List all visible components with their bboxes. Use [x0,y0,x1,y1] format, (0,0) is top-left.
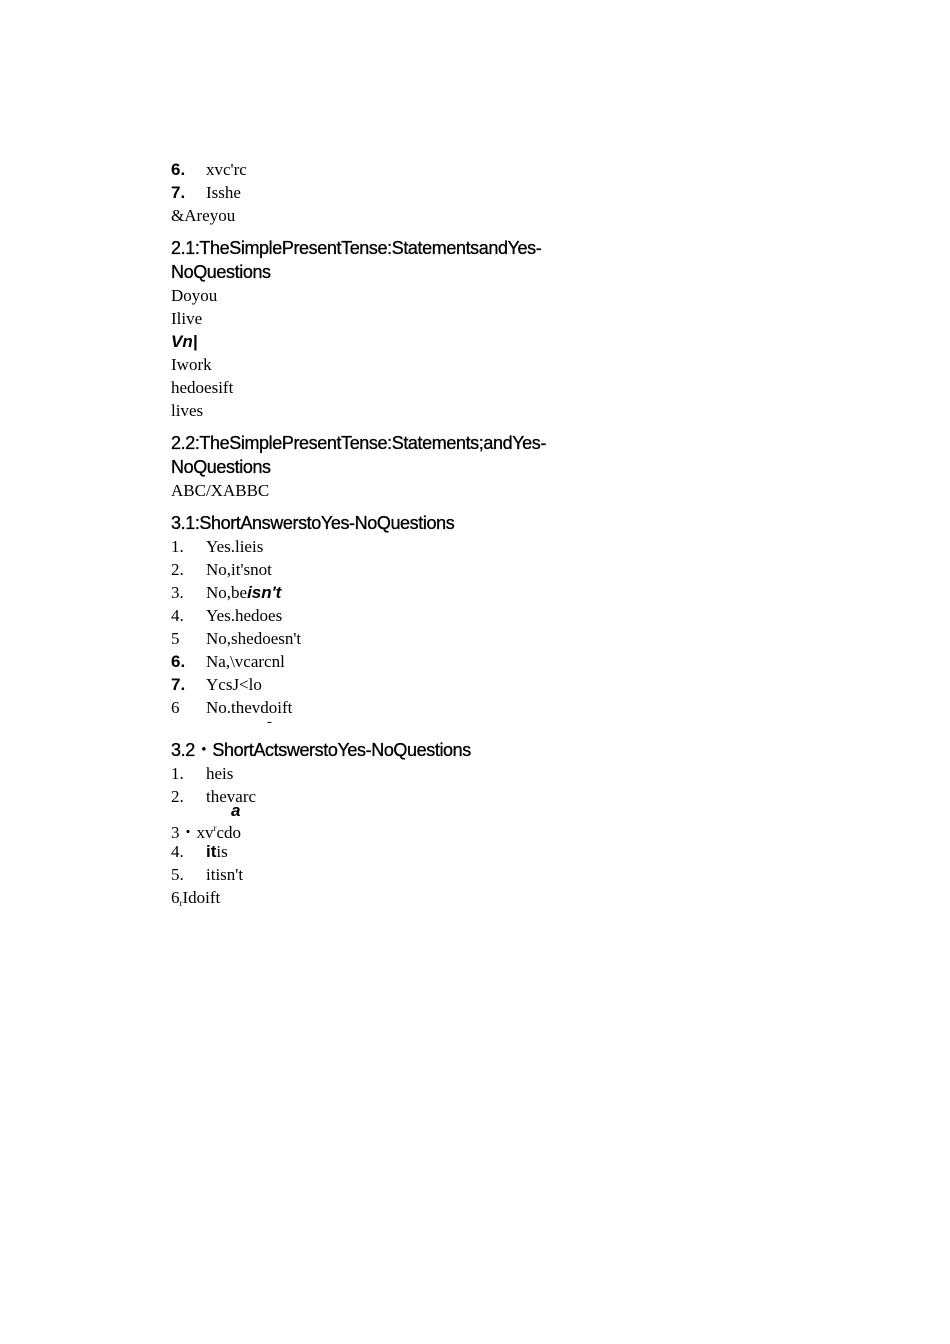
section-heading-3-1: 3.1:ShortAnswerstoYes-NoQuestions [171,513,455,533]
item-text: Yes.lieis [206,537,264,556]
list-item [171,863,871,886]
item-text: No,it'snot [206,560,272,579]
item-text: is [216,842,228,861]
item-text: Isshe [206,183,241,202]
heading-line: NoQuestions [171,262,271,282]
list-item [171,696,871,719]
list-item [171,762,871,785]
item-text: Idoift [182,888,221,907]
text-line: Iwork [171,355,212,374]
item-lead: 3・xv [171,823,214,842]
item-number: 6 [171,698,180,717]
stray-dash: - [267,714,272,730]
item-number: 4. [171,606,184,625]
item-number: 2. [171,787,184,806]
item-text: No,be [206,583,248,602]
list-item [171,840,871,863]
item-text: No,shedoesn't [206,629,302,648]
item-sup: r [213,823,217,833]
list-item [171,604,871,627]
item-lead: 6 [171,888,180,907]
text-line: lives [171,401,204,420]
item-text: Na,\vcarcnl [206,652,285,671]
item-text: thevarc [206,787,257,806]
item-bold: it [206,842,217,861]
item-number: 7. [171,183,186,202]
list-item [171,181,871,204]
item-number: 1. [171,537,184,556]
text-line: Ilive [171,309,203,328]
heading-line: 2.1:TheSimplePresentTense:StatementsandYes- [171,238,542,258]
item-text: itisn't [206,865,244,884]
answer-key: ABC/XABBC [171,481,270,500]
text-line: Doyou [171,286,218,305]
stray-letter: a [231,801,241,820]
text-line: &Areyou [171,206,236,225]
heading-line: NoQuestions [171,457,271,477]
item-text: xvc'rc [206,160,247,179]
list-item [171,535,871,558]
item-number: 3. [171,583,184,602]
list-item [171,581,871,604]
item-number: 2. [171,560,184,579]
list-item [171,817,871,840]
item-text: cdo [216,823,242,842]
list-item [171,558,871,581]
item-number: 1. [171,764,184,783]
section-heading-2-1 [171,236,871,284]
list-item [171,158,871,181]
item-text: heis [206,764,234,783]
item-number: 5. [171,865,184,884]
list-item [171,886,871,909]
item-number: 6. [171,652,186,671]
item-sub: r [179,898,183,908]
item-emphasis: isn't [247,583,282,602]
item-number: 6. [171,160,186,179]
list-item [171,650,871,673]
item-number: 5 [171,629,180,648]
section-heading-2-2 [171,431,871,479]
list-item [171,785,871,808]
section-heading-3-2: 3.2・ShortActswerstoYes-NoQuestions [171,740,471,760]
item-text: Yes.hedoes [206,606,283,625]
document-page [171,158,871,909]
heading-line: 2.2:TheSimplePresentTense:Statements;andYes- [171,433,546,453]
item-number: 4. [171,842,184,861]
item-text: YcsJ<lo [206,675,262,694]
text-line: hedoesift [171,378,234,397]
list-item [171,673,871,696]
item-text: No.thevdoift [206,698,293,717]
item-number: 7. [171,675,186,694]
text-line: Vn| [171,332,198,351]
list-item [171,627,871,650]
